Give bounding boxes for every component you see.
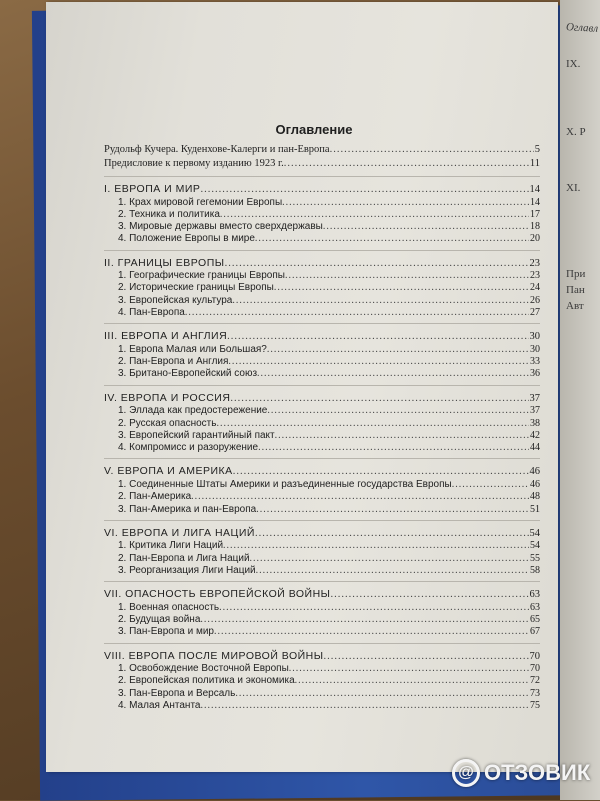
toc-section [104,540,540,552]
toc-section-label: 1. Военная опасность [118,601,220,613]
toc-section-label: 2. Исторические границы Европы [118,282,274,294]
facing-page [560,0,600,800]
dot-leader [452,479,529,491]
toc-section [104,553,540,565]
toc-chapter-page-number: 14 [529,184,540,195]
toc-intro-entry [104,157,540,171]
toc-section-page-number: 70 [530,663,540,675]
chapter-divider [104,176,540,177]
facing-page-fragment: Авт [566,300,584,312]
dot-leader [267,405,529,417]
toc-section [104,614,540,626]
otzovik-logo-icon: @ [452,759,480,787]
dot-leader [295,675,529,687]
toc-section-page-number: 72 [530,675,540,687]
toc-chapter-label: VII. ОПАСНОСТЬ ЕВРОПЕЙСКОЙ ВОЙНЫ [104,588,331,601]
dot-leader [216,418,529,430]
toc-section-label: 2. Будущая война [118,614,201,626]
toc-section [104,418,540,430]
toc-body [104,143,540,712]
toc-section-page-number: 30 [530,343,540,355]
toc-chapter [104,650,540,664]
toc-section-label: 3. Европейский гарантийный пакт [118,429,275,441]
dot-leader [227,330,528,344]
toc-intro-entry-page-number: 11 [529,157,540,169]
dot-leader [267,344,529,356]
toc-section-page-number: 37 [530,405,540,417]
toc-section-page-number: 17 [530,208,540,220]
toc-section-page-number: 46 [530,478,540,490]
dot-leader [330,588,528,602]
facing-page-fragment: IX. [566,58,581,70]
toc-section [104,663,540,675]
toc-section-page-number: 65 [530,614,540,626]
toc-section [104,430,540,442]
toc-section-label: 3. Мировые державы вместо сверхдержавы [118,221,323,233]
toc-section-label: 4. Положение Европы в мире [118,233,255,245]
toc-section-page-number: 14 [530,196,540,208]
toc-section-page-number: 33 [530,356,540,368]
dot-leader [225,257,529,271]
toc-section-page-number: 44 [530,442,540,454]
toc-chapter-page-number: 37 [529,392,540,404]
toc-section-page-number: 75 [530,700,540,712]
facing-page-fragment: X. Р [566,126,586,138]
dot-leader [330,143,534,157]
toc-section-label: 1. Освобождение Восточной Европы [118,663,289,675]
toc-section-label: 1. Европа Малая или Большая? [118,343,267,355]
toc-section [104,626,540,638]
toc-chapter [104,330,540,344]
toc-chapter-label: III. ЕВРОПА И АНГЛИЯ [104,330,228,343]
toc-section-label: 3. Британо-Европейский союз [118,368,258,380]
toc-section [104,565,540,577]
toc-chapter-page-number: 54 [529,527,540,539]
toc-chapter-label: VIII. ЕВРОПА ПОСЛЕ МИРОВОЙ ВОЙНЫ [104,649,324,662]
toc-section-page-number: 48 [530,491,540,503]
dot-leader [274,282,529,294]
toc-section-label: 4. Пан-Европа [118,307,185,319]
toc-section-label: 1. Крах мировой гегемонии Европы [118,196,283,208]
toc-section [104,209,540,221]
toc-intro-entry-label: Предисловие к первому изданию 1923 г. [104,157,284,169]
dot-leader [185,307,529,319]
toc-section [104,405,540,417]
toc-section [104,700,540,712]
toc-section-page-number: 38 [530,417,540,429]
dot-leader [233,465,529,479]
dot-leader [275,430,529,442]
toc-section-label: 3. Европейская культура [118,294,233,306]
dot-leader [220,209,529,221]
toc-chapter-label: VI. ЕВРОПА И ЛИГА НАЦИЙ [104,526,255,539]
toc-section-label: 2. Пан-Европа и Лига Наций [118,552,250,564]
toc-section [104,282,540,294]
toc-section-page-number: 58 [530,564,540,576]
toc-section-page-number: 27 [530,307,540,319]
watermark-text: ОТЗОВИК [484,760,591,785]
chapter-divider [104,643,540,644]
toc-chapter [104,392,540,406]
dot-leader [255,527,529,541]
toc-section-page-number: 67 [530,626,540,638]
watermark-logo [452,756,590,790]
toc-section-page-number: 51 [530,503,540,515]
toc-chapter-label: II. ГРАНИЦЫ ЕВРОПЫ [104,256,225,269]
toc-title: Оглавление [275,122,353,137]
toc-chapter-page-number: 63 [529,589,540,601]
dot-leader [235,688,529,700]
dot-leader [324,650,529,664]
toc-section [104,688,540,700]
dot-leader [257,368,529,380]
dot-leader [323,221,529,233]
toc-section [104,491,540,503]
toc-section [104,442,540,454]
toc-section-label: 3. Пан-Америка и пан-Европа [118,503,257,515]
toc-section [104,479,540,491]
facing-page-fragment: При [566,268,586,280]
toc-chapter [104,465,540,479]
chapter-divider [104,581,540,582]
dot-leader [223,540,529,552]
toc-section-label: 4. Малая Антанта [118,700,201,712]
toc-chapter [104,527,540,541]
toc-section-page-number: 54 [530,540,540,552]
toc-section-page-number: 63 [530,601,540,613]
toc-section [104,356,540,368]
toc-section-page-number: 55 [530,552,540,564]
facing-page-fragment: XI. [566,182,581,194]
dot-leader [214,626,529,638]
toc-chapter-label: I. ЕВРОПА И МИР [104,183,201,195]
toc-section-page-number: 73 [530,687,540,699]
toc-section-label: 1. Эллада как предостережение [118,405,268,417]
toc-section-page-number: 18 [530,221,540,233]
toc-section [104,197,540,209]
chapter-divider [104,385,540,386]
toc-section-label: 4. Компромисс и разоружение [118,442,259,454]
toc-section-label: 3. Пан-Европа и мир [118,626,214,638]
toc-section-page-number: 42 [530,429,540,441]
toc-section-page-number: 24 [530,282,540,294]
toc-section [104,307,540,319]
dot-leader [255,233,529,245]
toc-section-page-number: 20 [530,233,540,245]
dot-leader [289,663,529,675]
toc-section [104,270,540,282]
toc-intro-entry-label: Рудольф Кучера. Куденхове-Калерги и пан-Европа [104,144,330,155]
toc-section-label: 2. Пан-Европа и Англия [118,356,229,368]
dot-leader [232,295,529,307]
toc-section-page-number: 23 [530,270,540,282]
toc-section-page-number: 26 [530,294,540,306]
toc-intro-entry-page-number: 5 [534,144,540,155]
dot-leader [191,491,529,503]
dot-leader [284,157,529,171]
dot-leader [228,356,529,368]
dot-leader [258,442,529,454]
chapter-divider [104,458,540,459]
toc-section-label: 1. Критика Лиги Наций [118,540,224,552]
dot-leader [250,553,529,565]
toc-chapter-label: V. ЕВРОПА И АМЕРИКА [104,465,233,478]
toc-intro-entry [104,143,540,157]
table-of-contents [104,122,540,712]
dot-leader [230,392,528,406]
chapter-divider [104,520,540,521]
facing-page-fragment: Пан [566,284,585,296]
toc-section-label: 2. Европейская политика и экономика [118,675,295,687]
dot-leader [201,700,530,712]
toc-section [104,368,540,380]
dot-leader [256,504,529,516]
dot-leader [200,183,528,197]
toc-section-page-number: 36 [530,368,540,380]
dot-leader [256,565,529,577]
toc-section [104,221,540,233]
toc-chapter-page-number: 46 [529,466,540,478]
toc-section [104,233,540,245]
toc-section [104,504,540,516]
toc-chapter-label: IV. ЕВРОПА И РОССИЯ [104,391,231,404]
chapter-divider [104,323,540,324]
facing-page-header: Оглавл [565,21,599,35]
dot-leader [285,270,529,282]
toc-section-label: 2. Русская опасность [118,417,217,429]
toc-section-label: 3. Пан-Европа и Версаль [118,687,236,699]
toc-section-label: 3. Реорганизация Лиги Наций [118,564,256,576]
toc-chapter [104,257,540,271]
toc-chapter [104,183,540,197]
toc-section-label: 2. Пан-Америка [118,491,192,503]
toc-section-label: 1. Географические границы Европы [118,270,285,282]
toc-chapter-page-number: 30 [529,331,540,343]
toc-section [104,344,540,356]
dot-leader [282,197,529,209]
chapter-divider [104,250,540,251]
toc-chapter [104,588,540,602]
toc-chapter-page-number: 70 [529,650,540,662]
toc-chapter-page-number: 23 [529,257,540,269]
toc-section [104,675,540,687]
toc-section [104,295,540,307]
toc-section-label: 1. Соединенные Штаты Америки и разъединенные государства Европы [118,478,452,490]
dot-leader [200,614,529,626]
dot-leader [219,602,529,614]
toc-section [104,602,540,614]
toc-section-label: 2. Техника и политика [118,208,220,220]
